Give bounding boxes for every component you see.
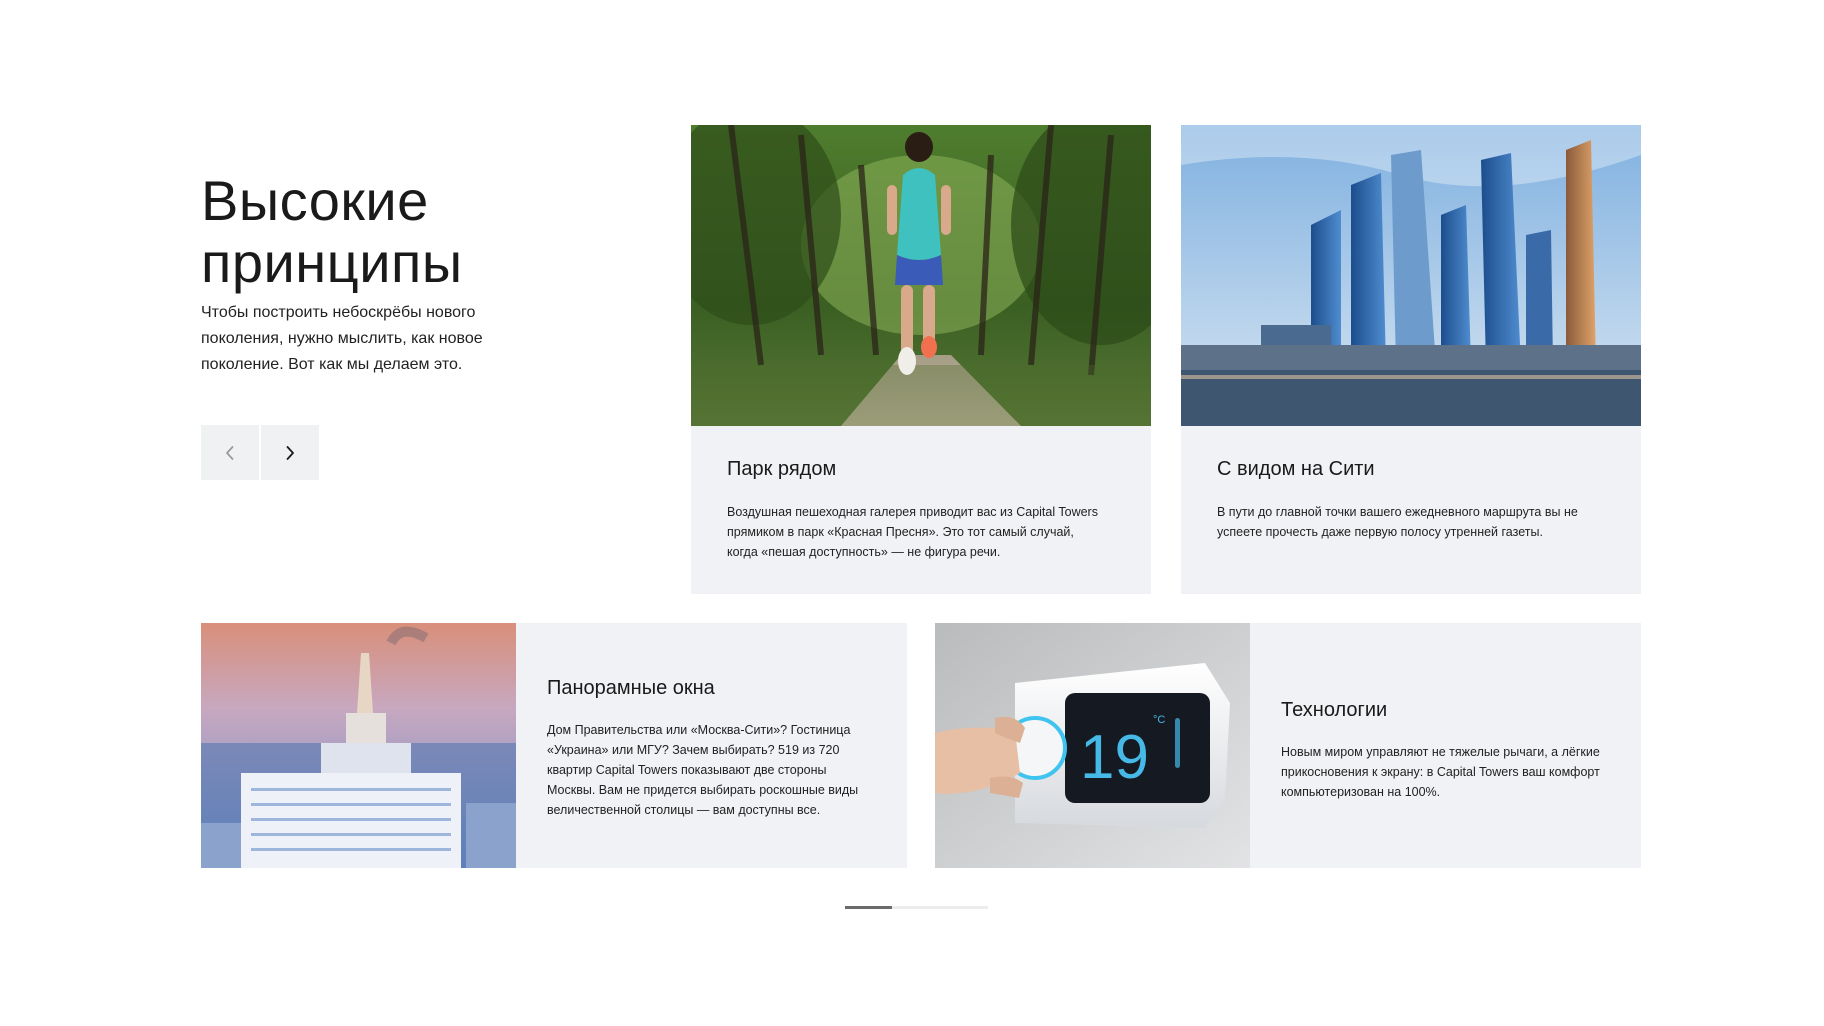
card-panoramic-windows-text: Дом Правительства или «Москва-Сити»? Гостиница «Украина» или МГУ? Зачем выбирать? 519 из 720 квартир Capital Towers показывают две стороны Москвы. Вам не придется выбирать роскошные виды величественной столицы — вам доступны все. bbox=[547, 723, 859, 817]
card-technology-image bbox=[935, 623, 1250, 868]
card-park-image bbox=[691, 125, 1151, 426]
carousel-prev-button[interactable] bbox=[201, 425, 259, 480]
card-panoramic-windows-image bbox=[201, 623, 516, 868]
card-city-view[interactable] bbox=[1181, 125, 1641, 594]
card-city-view-image bbox=[1181, 125, 1641, 426]
card-technology[interactable] bbox=[935, 623, 1641, 868]
card-technology-title: Технологии bbox=[1281, 699, 1388, 721]
chevron-right-icon bbox=[283, 444, 297, 462]
carousel-pagination-active bbox=[845, 906, 892, 909]
card-park-text: Воздушная пешеходная галерея приводит вас из Capital Towers прямиком в парк «Красная Пресня». Это тот самый случай, когда «пешая доступность» — не фигура речи. bbox=[727, 505, 1098, 559]
section-description: Чтобы построить небоскрёбы нового поколения, нужно мыслить, как новое поколение. Вот как мы делаем это. bbox=[201, 304, 483, 373]
carousel-pagination[interactable] bbox=[845, 906, 988, 909]
chevron-left-icon bbox=[223, 444, 237, 462]
section-title bbox=[201, 170, 621, 294]
card-city-view-text: В пути до главной точки вашего ежедневного маршрута вы не успеете прочесть даже первую полосу утренней газеты. bbox=[1217, 505, 1578, 539]
section-title-line-2: принципы bbox=[201, 231, 463, 294]
section-title-line-1: Высокие bbox=[201, 169, 429, 232]
thermostat-unit: °C bbox=[1153, 714, 1166, 726]
card-park-title: Парк рядом bbox=[727, 458, 837, 480]
card-park[interactable] bbox=[691, 125, 1151, 594]
card-panoramic-windows[interactable] bbox=[201, 623, 907, 868]
card-city-view-title: С видом на Сити bbox=[1217, 458, 1375, 480]
carousel-next-button[interactable] bbox=[261, 425, 319, 480]
card-panoramic-windows-title: Панорамные окна bbox=[547, 677, 715, 699]
card-technology-text: Новым миром управляют не тяжелые рычаги, а лёгкие прикосновения к экрану: в Capital Towers ваш комфорт компьютеризован на 100%. bbox=[1281, 745, 1600, 799]
thermostat-temperature: 19 bbox=[1080, 723, 1149, 792]
